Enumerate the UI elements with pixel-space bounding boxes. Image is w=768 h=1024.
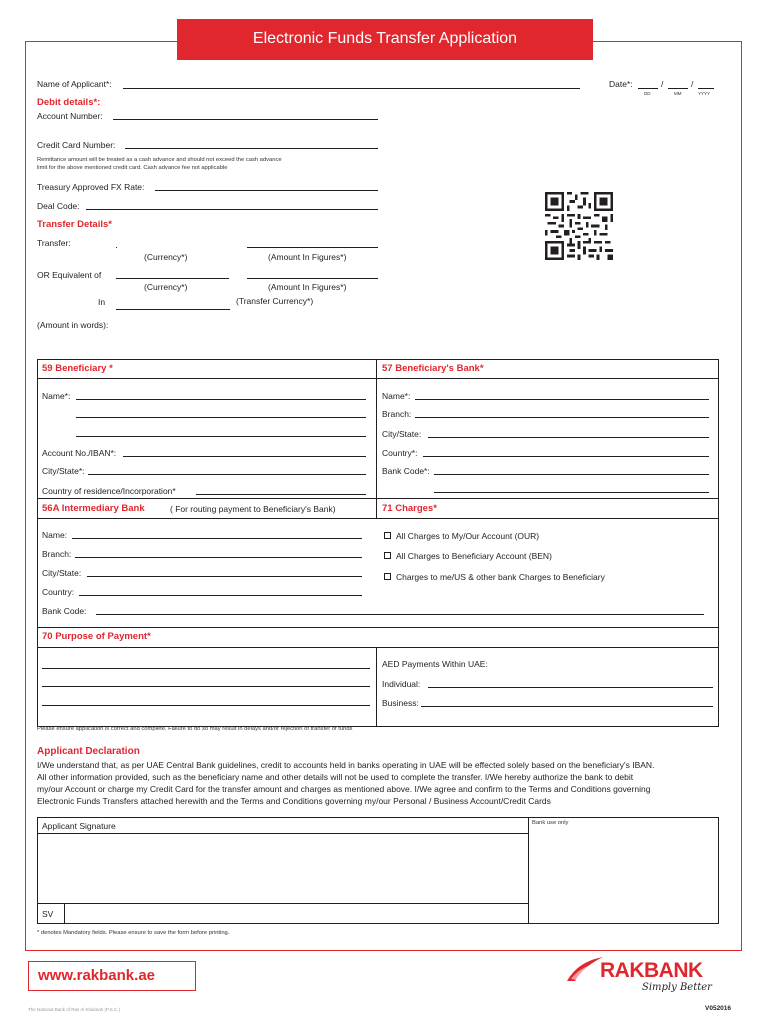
deal-code-label: Deal Code:: [37, 201, 80, 211]
applicant-name-label: Name of Applicant*:: [37, 79, 112, 89]
bank-branch-label: Branch:: [382, 409, 412, 419]
mandatory-footnote: * denotes Mandatory fields. Please ensure to save the form before printing.: [37, 930, 230, 936]
completeness-notice: Please ensure application is correct and complete. Failure to do so may result in delays and/or rejection of transfer of funds: [37, 726, 353, 732]
rakbank-logo-icon: [565, 955, 605, 985]
signature-sv-vdivider: [64, 903, 65, 924]
bank-branch-field[interactable]: [415, 417, 709, 418]
bank-name-label: Name*:: [382, 391, 411, 401]
business-field[interactable]: [421, 706, 713, 707]
in-label: In: [98, 297, 106, 307]
debit-details-heading: Debit details*:: [37, 97, 101, 108]
intermediary-sub: ( For routing payment to Beneficiary's Bank): [170, 504, 336, 514]
beneficiary-name-field-1[interactable]: [76, 399, 366, 400]
website-link[interactable]: www.rakbank.ae: [38, 967, 155, 984]
bank-country-field[interactable]: [423, 456, 709, 457]
intermediary-heading: 56A Intermediary Bank: [42, 503, 145, 514]
charges-ben-checkbox[interactable]: [384, 552, 391, 559]
beneficiary-heading: 59 Beneficiary *: [42, 363, 113, 374]
transfer-amount-field[interactable]: [247, 247, 378, 248]
transfer-currency-field[interactable]: [116, 247, 117, 248]
individual-label: Individual:: [382, 679, 421, 689]
bank-city-field[interactable]: [428, 437, 709, 438]
account-number-label: Account Number:: [37, 111, 103, 121]
grid-divider-3: [37, 518, 719, 519]
equivalent-amount-field[interactable]: [247, 278, 378, 279]
date-sep-1: /: [661, 79, 664, 89]
intermediary-bank-code-field[interactable]: [96, 614, 704, 615]
date-sep-2: /: [691, 79, 694, 89]
credit-card-note-1: Remittance amount will be treated as a cash advance and should not exceed the cash advance: [37, 157, 282, 163]
intermediary-city-field[interactable]: [87, 576, 362, 577]
credit-card-label: Credit Card Number:: [37, 140, 116, 150]
intermediary-country-field[interactable]: [79, 595, 362, 596]
bank-code-field[interactable]: [434, 474, 709, 475]
equivalent-currency-field[interactable]: [116, 278, 229, 279]
beneficiary-city-field[interactable]: [88, 474, 366, 475]
declaration-line-3: my/our Account or charge my Credit Card for the transfer amount and charges as mentioned above. I/We agree and confirm to the Terms and Conditions governing: [37, 784, 651, 794]
beneficiary-country-field[interactable]: [196, 494, 366, 495]
page-title: Electronic Funds Transfer Application: [252, 30, 518, 47]
beneficiary-account-label: Account No./IBAN*:: [42, 448, 117, 458]
form-version: V052016: [705, 1005, 732, 1012]
credit-card-note-2: limit for the above mentioned credit card. Cash advance fee not applicable: [37, 165, 228, 171]
transfer-currency-in-field[interactable]: [116, 309, 230, 310]
declaration-line-4: Electronic Funds Transfers attached herewith and the Terms and Conditions governing my/our Personal / Business Account/Credit Cards: [37, 796, 551, 806]
transfer-label: Transfer:: [37, 238, 71, 248]
bank-use-label: Bank use only: [532, 820, 569, 826]
aed-payments-label: AED Payments Within UAE:: [382, 659, 488, 669]
declaration-line-1: I/We understand that, as per UAE Central Bank guidelines, credit to accounts held in banks operating in UAE will be effected solely based on the beneficiary's IBAN.: [37, 760, 655, 770]
beneficiary-name-label: Name*:: [42, 391, 71, 401]
charges-heading: 71 Charges*: [382, 503, 437, 514]
charges-our-label: All Charges to My/Our Account (OUR): [396, 531, 540, 541]
equivalent-amount-label: (Amount In Figures*): [268, 282, 347, 292]
fx-rate-label: Treasury Approved FX Rate:: [37, 182, 145, 192]
credit-card-field[interactable]: [125, 148, 378, 149]
date-yyyy-hint: YYYY: [698, 91, 711, 96]
grid-divider-1: [37, 378, 719, 379]
date-month-field[interactable]: [668, 88, 688, 89]
intermediary-name-label: Name:: [42, 530, 68, 540]
grid-vdivider-2: [376, 647, 377, 727]
date-label: Date*:: [609, 79, 633, 89]
brand-name: RAKBANK: [600, 959, 703, 982]
sv-label: SV: [42, 909, 54, 919]
details-grid: [37, 359, 719, 727]
transfer-details-heading: Transfer Details*: [37, 219, 112, 230]
grid-vdivider-1: [376, 359, 377, 518]
date-year-field[interactable]: [698, 88, 714, 89]
signature-sv-divider: [37, 903, 528, 904]
intermediary-branch-label: Branch:: [42, 549, 72, 559]
transfer-currency-hint: (Transfer Currency*): [236, 296, 314, 306]
charges-ben-label: All Charges to Beneficiary Account (BEN): [396, 551, 552, 561]
transfer-amount-label: (Amount In Figures*): [268, 252, 347, 262]
date-mm-hint: MM: [674, 91, 682, 96]
declaration-heading: Applicant Declaration: [37, 746, 140, 757]
equivalent-currency-label: (Currency*): [144, 282, 188, 292]
signature-area[interactable]: [38, 834, 527, 902]
brand-tagline: Simply Better: [642, 982, 712, 993]
qr-code-icon: [544, 192, 614, 260]
intermediary-country-label: Country:: [42, 587, 75, 597]
bank-country-label: Country*:: [382, 448, 418, 458]
amount-words-label: (Amount in words):: [37, 320, 109, 330]
date-dd-hint: DD: [644, 91, 651, 96]
signature-bank-divider: [528, 817, 529, 924]
transfer-currency-label: (Currency*): [144, 252, 188, 262]
beneficiary-city-label: City/State*:: [42, 466, 85, 476]
charges-sha-label: Charges to me/US & other bank Charges to Beneficiary: [396, 572, 605, 582]
purpose-field-2[interactable]: [42, 686, 370, 687]
grid-divider-2: [37, 498, 719, 499]
purpose-heading: 70 Purpose of Payment*: [42, 631, 151, 642]
deal-code-field[interactable]: [86, 209, 378, 210]
charges-sha-checkbox[interactable]: [384, 573, 391, 580]
beneficiary-name-field-2[interactable]: [76, 417, 366, 418]
bank-name-field[interactable]: [415, 399, 709, 400]
beneficiary-name-field-3[interactable]: [76, 436, 366, 437]
signature-label: Applicant Signature: [42, 821, 116, 831]
fx-rate-field[interactable]: [155, 190, 378, 191]
grid-divider-5: [37, 647, 719, 648]
charges-our-checkbox[interactable]: [384, 532, 391, 539]
equivalent-label: OR Equivalent of: [37, 270, 102, 280]
applicant-name-field[interactable]: [123, 88, 580, 89]
beneficiary-bank-heading: 57 Beneficiary's Bank*: [382, 363, 484, 374]
intermediary-city-label: City/State:: [42, 568, 82, 578]
beneficiary-country-label: Country of residence/Incorporation*: [42, 486, 176, 496]
grid-divider-4: [37, 627, 719, 628]
intermediary-name-field[interactable]: [72, 538, 362, 539]
intermediary-branch-field[interactable]: [75, 557, 362, 558]
account-number-field[interactable]: [113, 119, 378, 120]
declaration-line-2: All other information provided, such as the beneficiary name and other details will not be used to complete the transfer. I/We hereby authorize the bank to debit: [37, 772, 634, 782]
bank-code-label: Bank Code*:: [382, 466, 430, 476]
date-day-field[interactable]: [638, 88, 658, 89]
purpose-field-1[interactable]: [42, 668, 370, 669]
beneficiary-account-field[interactable]: [123, 456, 366, 457]
intermediary-bank-code-label: Bank Code:: [42, 606, 87, 616]
bank-code-field-2[interactable]: [434, 492, 709, 493]
business-label: Business:: [382, 698, 419, 708]
legal-entity: The National Bank of Ras Al Khaimah (P.S.C.): [28, 1007, 120, 1012]
bank-city-label: City/State:: [382, 429, 422, 439]
purpose-field-3[interactable]: [42, 705, 370, 706]
individual-field[interactable]: [428, 687, 713, 688]
